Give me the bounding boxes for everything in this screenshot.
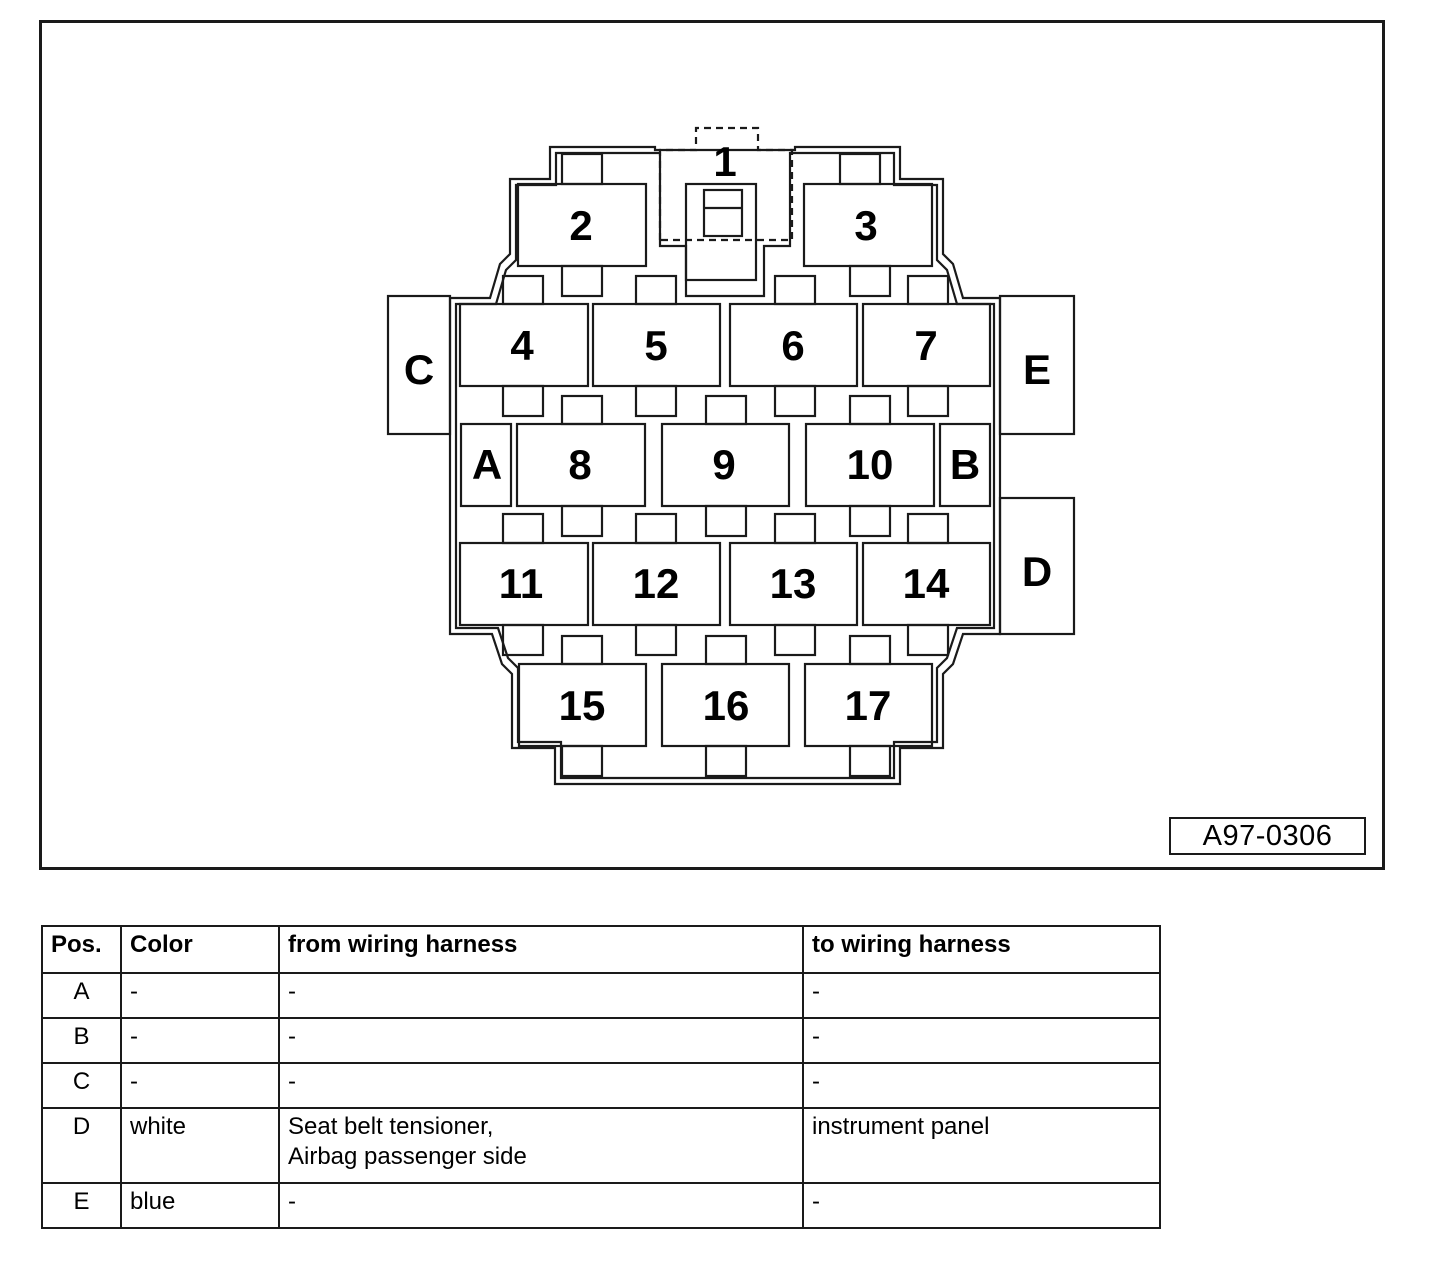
pin-assignment-table (41, 925, 1161, 1229)
latch-tab (636, 386, 676, 416)
table-row (42, 1018, 1160, 1063)
pin-1-slot-outer (686, 184, 756, 280)
latch-tab (503, 386, 543, 416)
latch-tab (850, 266, 890, 296)
cell-to: - (803, 973, 1160, 1018)
latch-tab (636, 625, 676, 655)
cell-pos: D (42, 1108, 121, 1183)
pin-1-slot-inner (704, 190, 742, 236)
pin-7-label: 7 (914, 322, 938, 369)
latch-tab (562, 396, 602, 424)
latch-tab (706, 396, 746, 424)
pin-2-label: 2 (569, 202, 593, 249)
table-row (42, 973, 1160, 1018)
latch-tab (562, 636, 602, 664)
latch-tab (503, 276, 543, 304)
pin-15-label: 15 (558, 682, 606, 729)
latch-tab (908, 514, 948, 543)
cell-color: - (121, 1018, 279, 1063)
cell-from-line: - (288, 978, 296, 1005)
latch-tab (562, 266, 602, 296)
cell-from (279, 1183, 803, 1228)
cell-from-line: Seat belt tensioner, (288, 1113, 494, 1140)
latch-tab (775, 514, 815, 543)
latch-tab (850, 396, 890, 424)
header-from: from wiring harness (279, 926, 803, 973)
header-pos: Pos. (42, 926, 121, 973)
cell-pos: E (42, 1183, 121, 1228)
latch-tab (562, 746, 602, 776)
latch-tab (908, 276, 948, 304)
latch-tab (503, 514, 543, 543)
cell-to: instrument panel (803, 1108, 1160, 1183)
figure-id-label: A97-0306 (1169, 817, 1366, 855)
latch-tab (775, 386, 815, 416)
cell-from-line: - (288, 1068, 296, 1095)
position-e-label: E (1022, 346, 1052, 393)
pin-3-label: 3 (854, 202, 878, 249)
cell-from-line: Airbag passenger side (288, 1143, 527, 1170)
cell-color: - (121, 973, 279, 1018)
table-header-row (42, 926, 1160, 973)
cell-pos: C (42, 1063, 121, 1108)
latch-tab (503, 625, 543, 655)
latch-tab (706, 506, 746, 536)
position-d-label: D (1021, 548, 1053, 595)
pin-16-label: 16 (702, 682, 750, 729)
latch-tab (562, 506, 602, 536)
table-row (42, 1063, 1160, 1108)
cell-color: - (121, 1063, 279, 1108)
cell-from (279, 1018, 803, 1063)
pin-11-label: 11 (498, 560, 544, 607)
cell-from-line: - (288, 1188, 296, 1215)
cell-from (279, 1063, 803, 1108)
latch-tab (562, 154, 602, 184)
latch-tab (775, 625, 815, 655)
cell-to: - (803, 1183, 1160, 1228)
table-row (42, 1108, 1160, 1183)
pin-13-label: 13 (769, 560, 817, 607)
latch-tab (706, 636, 746, 664)
pin-6-label: 6 (781, 322, 805, 369)
latch-tab (850, 506, 890, 536)
cell-pos: B (42, 1018, 121, 1063)
pin-10-label: 10 (846, 441, 894, 488)
cell-color: white (121, 1108, 279, 1183)
latch-tab (850, 746, 890, 776)
latch-tab (775, 276, 815, 304)
header-color: Color (121, 926, 279, 973)
cell-from (279, 973, 803, 1018)
position-c-label: C (403, 346, 435, 393)
header-to: to wiring harness (803, 926, 1160, 973)
pin-17-label: 17 (844, 682, 892, 729)
latch-tab (706, 746, 746, 776)
cell-to: - (803, 1063, 1160, 1108)
position-b-label: B (949, 441, 981, 488)
latch-tab (636, 276, 676, 304)
pin-5-label: 5 (644, 322, 668, 369)
pin-1-label: 1 (713, 138, 737, 185)
cell-from (279, 1108, 803, 1183)
pin-12-label: 12 (632, 560, 680, 607)
latch-tab (850, 636, 890, 664)
pin-8-label: 8 (568, 441, 592, 488)
pin-4-label: 4 (510, 322, 534, 369)
cell-color: blue (121, 1183, 279, 1228)
position-a-label: A (471, 441, 503, 488)
latch-tab (908, 625, 948, 655)
latch-tab (636, 514, 676, 543)
pin-14-label: 14 (902, 560, 950, 607)
cell-pos: A (42, 973, 121, 1018)
pin-9-label: 9 (712, 441, 736, 488)
cell-to: - (803, 1018, 1160, 1063)
latch-tab (840, 154, 880, 184)
latch-tab (908, 386, 948, 416)
cell-from-line: - (288, 1023, 296, 1050)
table-row (42, 1183, 1160, 1228)
